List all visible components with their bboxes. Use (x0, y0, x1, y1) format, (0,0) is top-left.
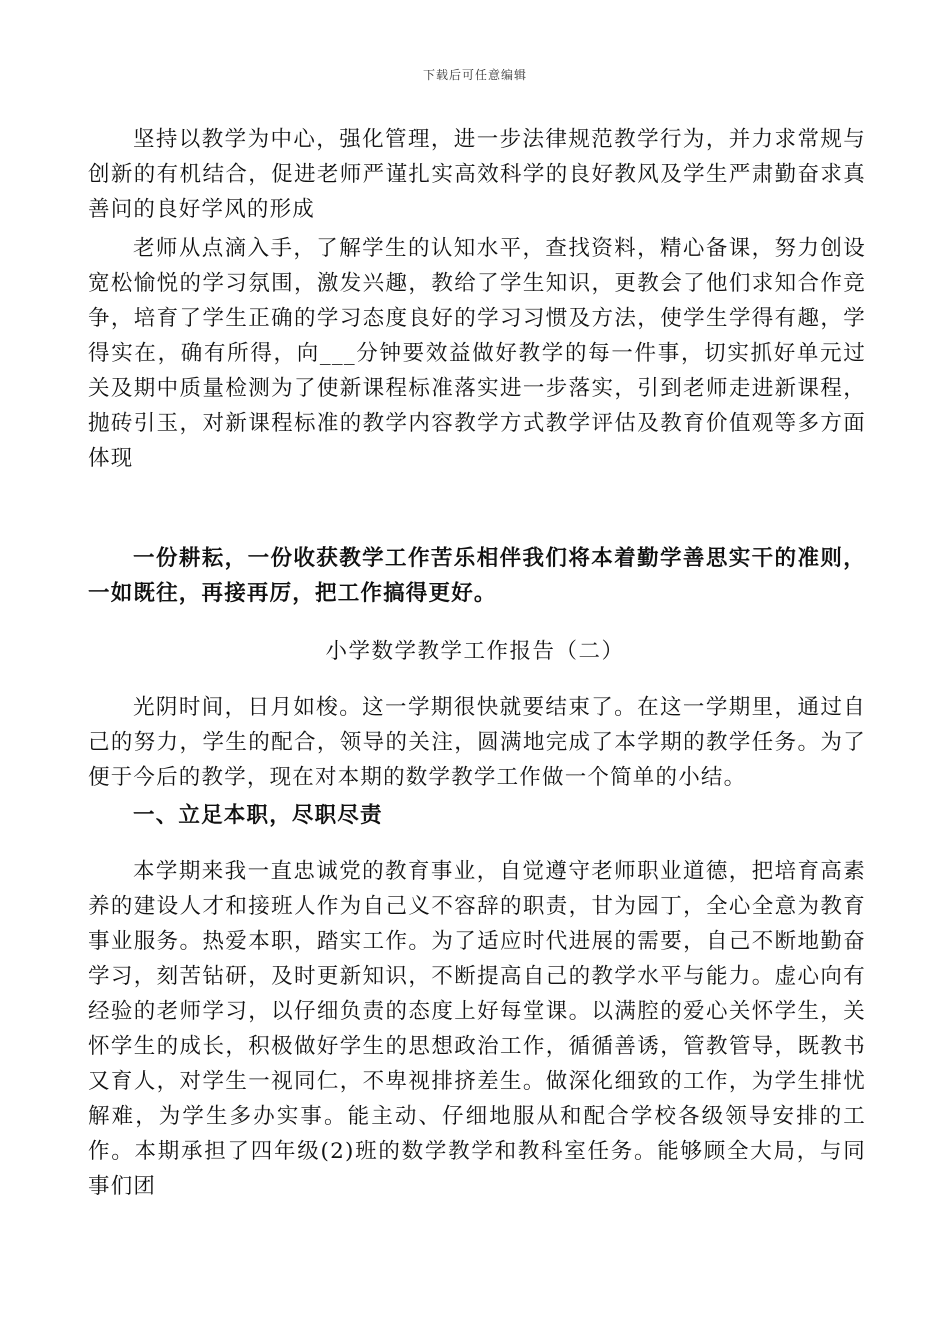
paragraph-teacher-details: 老师从点滴入手，了解学生的认知水平，查找资料，精心备课，努力创设宽松愉悦的学习氛围，激发兴趣，教给了学生知识，更教会了他们求知合作竞争，培育了学生正确的学习态度良好的学习习惯及方法，使学生学得有趣，学得实在，确有所得，向___分钟要效益做好教学的每一件事，切实抓好单元过关及期中质量检测为了使新课程标准落实进一步落实，引到老师走进新课程，抛砖引玉，对新课程标准的教学内容教学方式教学评估及教育价值观等多方面体现 (88, 236, 866, 471)
paragraph-conclusion: 一份耕耘，一份收获教学工作苦乐相伴我们将本着勤学善思实干的准则，一如既往，再接再厉，把工作搞得更好。 (88, 546, 866, 606)
heading-first-section: 一、立足本职，尽职尽责 (133, 803, 383, 828)
page-header-note: 下载后可任意编辑 (422, 68, 527, 82)
section-title: 小学数学教学工作报告（二） (325, 639, 625, 664)
paragraph-first-section-body: 本学期来我一直忠诚党的教育事业，自觉遵守老师职业道德，把培育高素养的建设人才和接班人作为自己义不容辞的职责，甘为园丁，全心全意为教育事业服务。热爱本职，踏实工作。为了适应时代进展的需要，自己不断地勤奋学习，刻苦钻研，及时更新知识，不断提高自己的教学水平与能力。虚心向有经验的老师学习，以仔细负责的态度上好每堂课。以满腔的爱心关怀学生，关怀学生的成长，积极做好学生的思想政治工作，循循善诱，管教管导，既教书又育人，对学生一视同仁，不卑视排挤差生。做深化细致的工作，为学生排忧解难，为学生多办实事。能主动、仔细地服从和配合学校各级领导安排的工作。本期承担了四年级(2)班的数学教学和教科室任务。能够顾全大局，与同事们团 (88, 859, 866, 1199)
paragraph-teaching-center: 坚持以教学为中心，强化管理，进一步法律规范教学行为，并力求常规与创新的有机结合，促进老师严谨扎实高效科学的良好教风及学生严肃勤奋求真善问的良好学风的形成 (88, 127, 866, 222)
paragraph-intro: 光阴时间，日月如梭。这一学期很快就要结束了。在这一学期里，通过自己的努力，学生的配合，领导的关注，圆满地完成了本学期的教学任务。为了便于今后的教学，现在对本期的数学教学工作做一个简单的小结。 (88, 695, 866, 790)
